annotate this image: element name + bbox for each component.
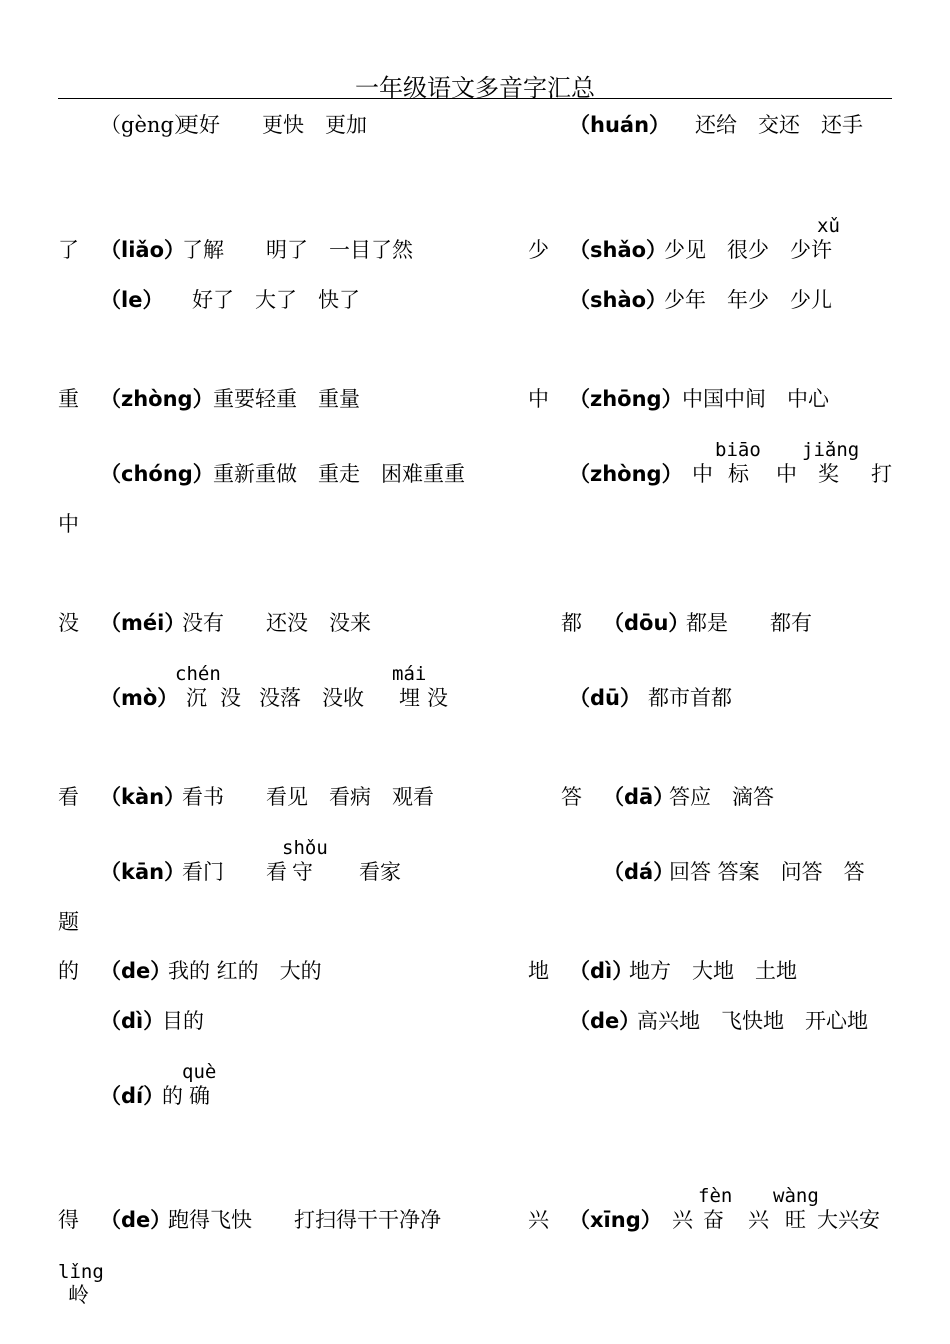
pinyin-chong: （chóng）	[100, 462, 214, 486]
pinyin-shao: （shǎo）	[569, 238, 668, 262]
word-xing-5: 大兴安	[817, 1208, 880, 1232]
pinyin-geng: （gèng）	[100, 113, 195, 137]
pinyin-kan: （kàn）	[100, 785, 186, 809]
word-zhong2-cont: 中	[58, 512, 79, 536]
pinyin-mei: （méi）	[100, 611, 186, 635]
words-mei: 没有 还没 没来	[182, 611, 371, 635]
word-zhong2-2: 标	[728, 462, 749, 486]
word-mo-1: 沉	[186, 686, 207, 710]
pinyin-da: （dā）	[603, 785, 675, 809]
word-xing-2: 奋	[703, 1208, 724, 1232]
pinyin-kan1: （kān）	[100, 860, 186, 884]
char-da: 答	[561, 785, 582, 809]
title-underline	[58, 98, 892, 99]
ruby-fen: fèn	[698, 1185, 733, 1207]
words-di-r: 地方 大地 土地	[629, 959, 797, 983]
char-ti: 题	[58, 910, 79, 934]
words-da2: 回答 答案 问答 答	[669, 860, 865, 884]
words-zhong: 重要轻重 重量	[213, 387, 360, 411]
page-title: 一年级语文多音字汇总	[355, 74, 595, 102]
word-kan1-1: 看门 看	[182, 860, 287, 884]
word-di2-1: 的	[162, 1084, 183, 1108]
words-shao: 少见 很少 少许	[664, 238, 832, 262]
ruby-xu: xǔ	[817, 215, 840, 237]
word-zhong2-4: 奖	[818, 462, 839, 486]
words-da: 答应 滴答	[669, 785, 774, 809]
word-mo-4: 埋	[399, 686, 420, 710]
ruby-mai: mái	[392, 663, 427, 685]
word-xing-3: 兴	[748, 1208, 769, 1232]
pinyin-de: （de）	[100, 959, 172, 983]
words-shao2: 少年 年少 少儿	[664, 288, 832, 312]
ruby-shou: shǒu	[282, 837, 328, 859]
pinyin-xing: （xīng）	[569, 1208, 662, 1232]
words-liao: 了解 明了 一目了然	[182, 238, 413, 262]
word-zhong2-5: 打	[871, 462, 892, 486]
char-kan: 看	[58, 785, 79, 809]
ruby-jiang: jiǎng	[802, 439, 860, 461]
words-zhong-r: 中国中间 中心	[682, 387, 829, 411]
words-dou: 都是 都有	[686, 611, 812, 635]
words-du: 都市首都	[648, 686, 732, 710]
pinyin-zhong2: （zhòng）	[569, 462, 683, 486]
char-mei: 没	[58, 611, 79, 635]
word-xing-1: 兴	[672, 1208, 693, 1232]
char-de2: 得	[58, 1208, 79, 1232]
word-mo-2: 没	[220, 686, 241, 710]
word-kan1-3: 看家	[359, 860, 401, 884]
ruby-chen: chén	[175, 663, 221, 685]
pinyin-le: （le）	[100, 288, 164, 312]
word-mo-5: 没	[427, 686, 448, 710]
ruby-wang: wàng	[773, 1185, 819, 1207]
char-di-r: 地	[528, 959, 549, 983]
word-zhong2-3: 中	[776, 462, 797, 486]
ruby-que: què	[182, 1061, 217, 1083]
words-chong: 重新重做 重走 困难重重	[213, 462, 465, 486]
words-de-r: 高兴地 飞快地 开心地	[637, 1009, 868, 1033]
word-kan1-2: 守	[292, 860, 313, 884]
pinyin-de-r: （de）	[569, 1009, 641, 1033]
pinyin-da2: （dá）	[603, 860, 675, 884]
char-liao: 了	[58, 238, 79, 262]
pinyin-mo: （mò）	[100, 686, 179, 710]
pinyin-di-r: （dì）	[569, 959, 634, 983]
char-dou: 都	[561, 611, 582, 635]
pinyin-zhong: （zhòng）	[100, 387, 214, 411]
char-zhong-r: 中	[528, 387, 549, 411]
pinyin-di2: （dí）	[100, 1084, 165, 1108]
pinyin-huan: （huán）	[569, 113, 671, 137]
words-di: 目的	[162, 1009, 204, 1033]
char-ling: 岭	[68, 1283, 89, 1307]
pinyin-dou: （dōu）	[603, 611, 690, 635]
pinyin-shao2: （shào）	[569, 288, 668, 312]
word-zhong2-1: 中	[692, 462, 713, 486]
pinyin-du: （dū）	[569, 686, 641, 710]
ruby-biao: biāo	[715, 439, 761, 461]
words-de2: 跑得飞快 打扫得干干净净	[168, 1208, 441, 1232]
words-kan: 看书 看见 看病 观看	[182, 785, 434, 809]
words-le: 好了 大了 快了	[192, 288, 360, 312]
char-xing: 兴	[528, 1208, 549, 1232]
pinyin-liao: （liǎo）	[100, 238, 185, 262]
words-huan: 还给 交还 还手	[695, 113, 863, 137]
ruby-ling: lǐng	[58, 1261, 104, 1283]
pinyin-di: （dì）	[100, 1009, 165, 1033]
char-zhong: 重	[58, 387, 79, 411]
char-de: 的	[58, 959, 79, 983]
words-de: 我的 红的 大的	[168, 959, 322, 983]
pinyin-de2: （de）	[100, 1208, 172, 1232]
char-shao: 少	[528, 238, 549, 262]
words-geng: 更好 更快 更加	[178, 113, 367, 137]
word-xing-4: 旺	[785, 1208, 806, 1232]
word-mo-3: 没落 没收	[259, 686, 364, 710]
word-di2-2: 确	[189, 1084, 210, 1108]
pinyin-zhong-r: （zhōng）	[569, 387, 683, 411]
